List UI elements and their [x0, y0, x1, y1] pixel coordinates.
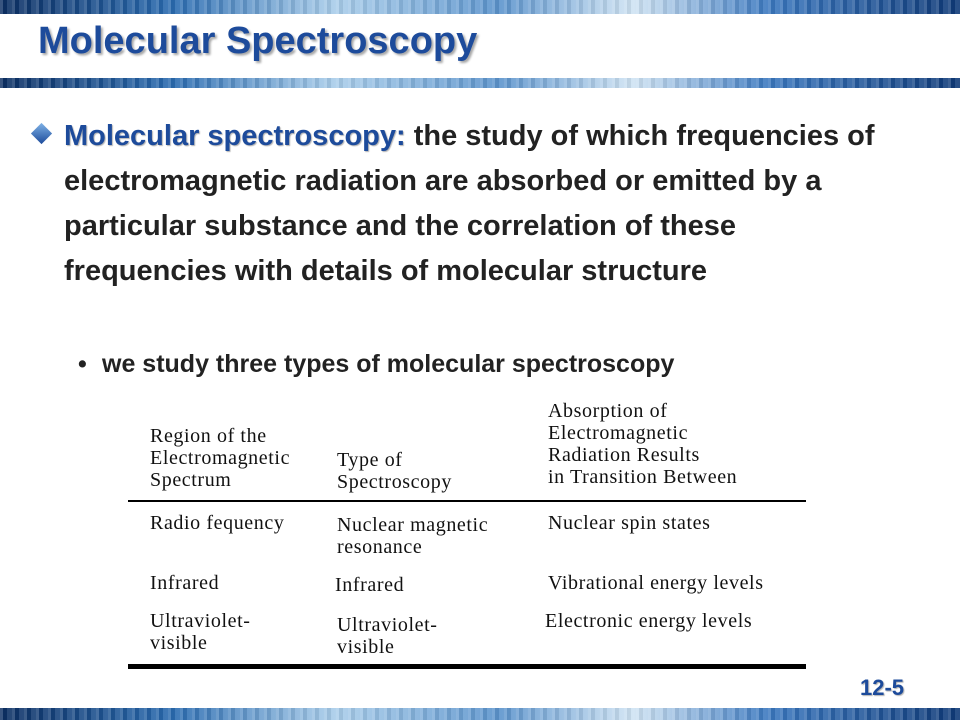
- table-cell-transition: [545, 610, 752, 632]
- definition-text: the study of which frequencies of electromagnetic radiation are absorbed or emitted by a particular substance and the correlation of these frequencies with details of molecular structure: [64, 120, 875, 287]
- cell-line: Radio fequency: [150, 512, 285, 534]
- table-header-rule: [128, 500, 806, 502]
- header-line: Radiation Results: [548, 444, 700, 466]
- cell-line: Electronic energy levels: [545, 610, 753, 632]
- bottom-decorative-bar: [0, 708, 960, 720]
- header-line: Type of: [337, 449, 403, 471]
- header-line: Spectroscopy: [337, 471, 452, 493]
- table-header-region: [150, 425, 290, 491]
- table-cell-region: [150, 572, 219, 594]
- page-number: 12-5: [860, 675, 905, 700]
- table-cell-region: [150, 512, 284, 534]
- table-cell-type: [335, 574, 404, 596]
- cell-line: Ultraviolet-: [337, 614, 438, 636]
- header-line: in Transition Between: [548, 466, 738, 488]
- top-decorative-bar: [0, 0, 960, 14]
- cell-line: visible: [337, 636, 395, 658]
- sub-bullet-text: we study three types of molecular spectroscopy: [102, 350, 675, 378]
- table-cell-type: [337, 614, 438, 658]
- header-line: Region of the: [150, 425, 267, 447]
- definition-term: Molecular spectroscopy:: [64, 120, 406, 152]
- cell-line: Nuclear magnetic: [337, 514, 489, 536]
- title-divider-bar: [0, 78, 960, 88]
- cell-line: resonance: [337, 536, 423, 558]
- cell-line: Vibrational energy levels: [548, 572, 764, 594]
- header-line: Electromagnetic: [150, 447, 291, 469]
- cell-line: Infrared: [150, 572, 220, 594]
- header-line: Spectrum: [150, 469, 232, 491]
- cell-line: Infrared: [335, 574, 405, 596]
- table-cell-region: [150, 610, 251, 654]
- slide-title: Molecular Spectroscopy: [38, 20, 478, 62]
- table-cell-type: [337, 514, 488, 558]
- diamond-bullet-icon: [31, 123, 52, 144]
- header-line: Absorption of: [548, 400, 668, 422]
- cell-line: visible: [150, 632, 208, 654]
- bullet-dot-icon: •: [78, 350, 87, 378]
- table-header-type: [337, 449, 452, 493]
- header-line: Electromagnetic: [548, 422, 689, 444]
- cell-line: Nuclear spin states: [548, 512, 711, 534]
- cell-line: Ultraviolet-: [150, 610, 251, 632]
- table-bottom-rule: [128, 664, 806, 669]
- table-cell-transition: [548, 572, 764, 594]
- table-header-transition: [548, 400, 737, 488]
- sub-bullet-item: [78, 350, 674, 379]
- definition-paragraph: [64, 114, 904, 294]
- table-cell-transition: [548, 512, 710, 534]
